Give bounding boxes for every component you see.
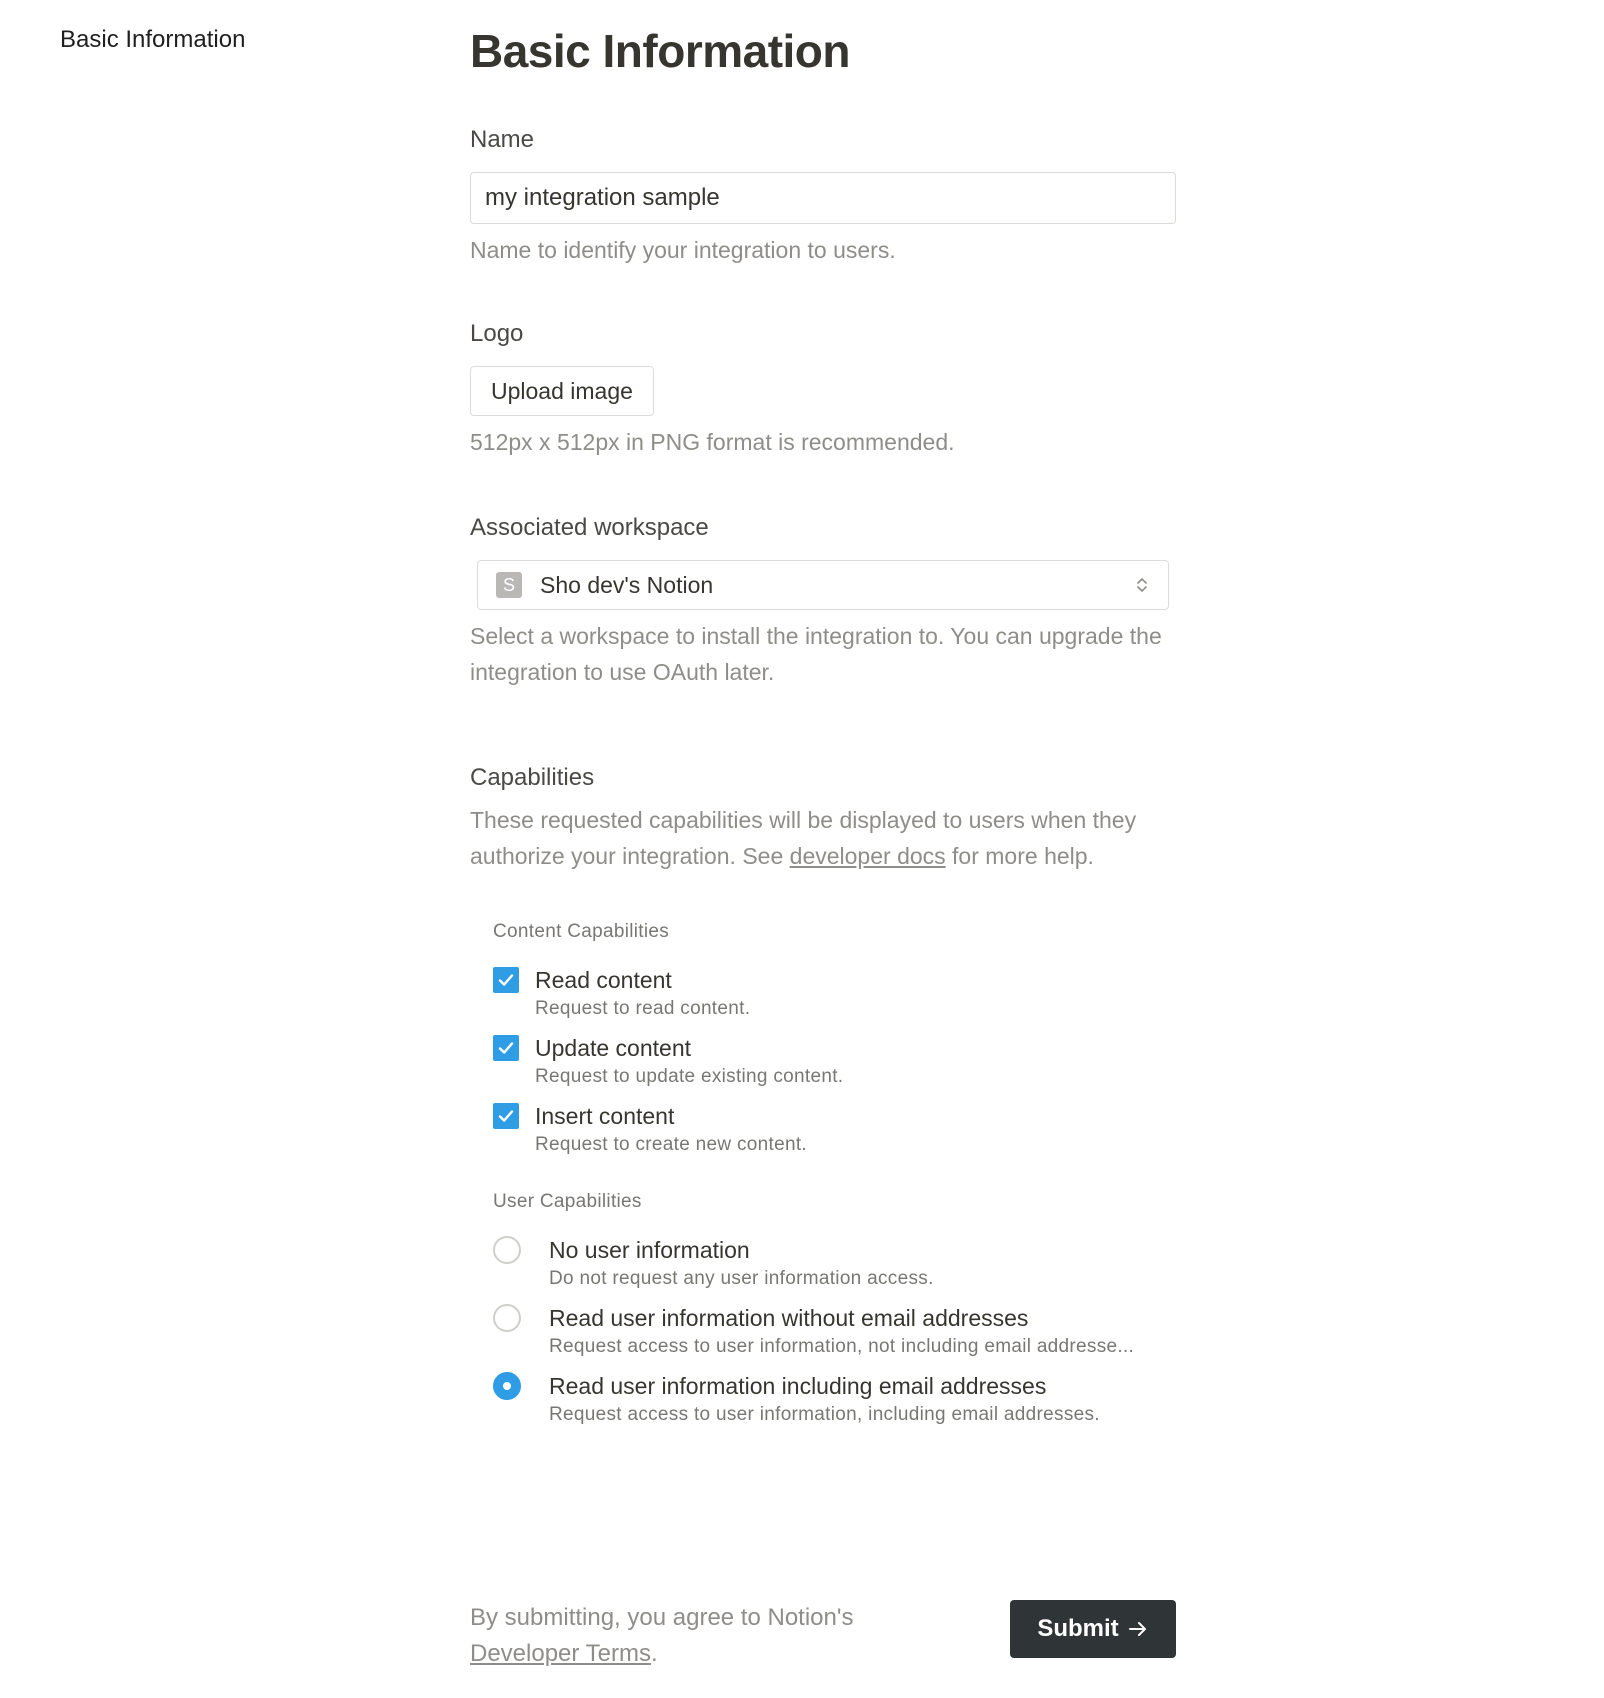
checkmark-icon: [496, 1038, 516, 1058]
read-content-option[interactable]: [493, 964, 1176, 1022]
read-content-checkbox[interactable]: [493, 967, 519, 993]
terms-text: [470, 1600, 853, 1672]
read-user-info-with-email-radio[interactable]: [493, 1372, 521, 1400]
cap-title: Read user information without email addresses: [549, 1305, 1029, 1331]
read-user-info-without-email-text: [549, 1302, 1134, 1360]
workspace-help-text: Select a workspace to install the integration to. You can upgrade the integration to use OAuth later.: [470, 623, 1162, 685]
capabilities-help-before: These requested capabilities will be displayed to users when they authorize your integration. See: [470, 807, 1137, 869]
main-form: [470, 22, 1176, 1425]
read-user-info-with-email-text: [549, 1370, 1100, 1428]
page-title: Basic Information: [470, 25, 851, 77]
submit-label: Submit: [1037, 1615, 1119, 1642]
logo-label: Logo: [470, 320, 524, 347]
capabilities-label: Capabilities: [470, 764, 595, 791]
insert-content-option[interactable]: [493, 1100, 1176, 1158]
read-user-info-without-email-radio[interactable]: [493, 1304, 521, 1332]
cap-title: Read content: [535, 967, 672, 993]
logo-help-text: 512px x 512px in PNG format is recommended.: [470, 429, 955, 455]
cap-desc: Request to create new content.: [535, 1134, 807, 1155]
cap-title: Update content: [535, 1035, 692, 1061]
insert-content-text: [535, 1100, 807, 1158]
cap-desc: Do not request any user information access.: [549, 1268, 934, 1289]
capabilities-help-after: for more help.: [945, 843, 1094, 869]
terms-before: By submitting, you agree to Notion's: [470, 1604, 854, 1631]
update-content-text: [535, 1032, 843, 1090]
read-user-info-without-email-option[interactable]: [493, 1302, 1176, 1360]
name-section: [470, 124, 1176, 268]
name-help-text: Name to identify your integration to users.: [470, 237, 896, 263]
cap-title: Read user information including email addresses: [549, 1373, 1047, 1399]
content-capabilities-group: [493, 918, 1176, 1158]
workspace-label: Associated workspace: [470, 514, 709, 541]
arrow-right-icon: [1127, 1618, 1149, 1640]
user-capabilities-title: User Capabilities: [493, 1191, 642, 1212]
form-footer: [470, 1600, 1176, 1680]
no-user-information-text: [549, 1234, 934, 1292]
cap-title: Insert content: [535, 1103, 675, 1129]
developer-terms-link[interactable]: Developer Terms: [470, 1640, 651, 1667]
name-input[interactable]: [470, 172, 1176, 224]
cap-title: No user information: [549, 1237, 750, 1263]
checkmark-icon: [496, 970, 516, 990]
workspace-selected-value: Sho dev's Notion: [540, 571, 714, 598]
no-user-information-option[interactable]: [493, 1234, 1176, 1292]
sidebar-item-basic-information[interactable]: Basic Information: [60, 26, 246, 53]
capabilities-help-text: [470, 802, 1176, 874]
read-content-text: [535, 964, 750, 1022]
checkmark-icon: [496, 1106, 516, 1126]
insert-content-checkbox[interactable]: [493, 1103, 519, 1129]
upload-image-button[interactable]: Upload image: [470, 366, 654, 416]
sidebar: [60, 24, 245, 56]
submit-button[interactable]: [1010, 1600, 1176, 1658]
cap-desc: Request access to user information, including email addresses.: [549, 1404, 1100, 1425]
chevron-up-down-icon: [1134, 574, 1150, 596]
user-capabilities-group: [493, 1188, 1176, 1428]
workspace-select[interactable]: [477, 560, 1169, 610]
workspace-section: [470, 512, 1176, 690]
terms-after: .: [650, 1640, 658, 1667]
workspace-avatar: S: [496, 572, 522, 598]
content-capabilities-title: Content Capabilities: [493, 921, 670, 942]
cap-desc: Request access to user information, not including email addresse...: [549, 1336, 1135, 1357]
read-user-info-with-email-option[interactable]: [493, 1370, 1176, 1428]
logo-section: [470, 318, 1176, 460]
cap-desc: Request to update existing content.: [535, 1066, 844, 1087]
capabilities-section: [470, 762, 1176, 1428]
developer-docs-link[interactable]: developer docs: [789, 843, 946, 869]
update-content-checkbox[interactable]: [493, 1035, 519, 1061]
no-user-information-radio[interactable]: [493, 1236, 521, 1264]
cap-desc: Request to read content.: [535, 998, 751, 1019]
update-content-option[interactable]: [493, 1032, 1176, 1090]
name-label: Name: [470, 126, 535, 153]
